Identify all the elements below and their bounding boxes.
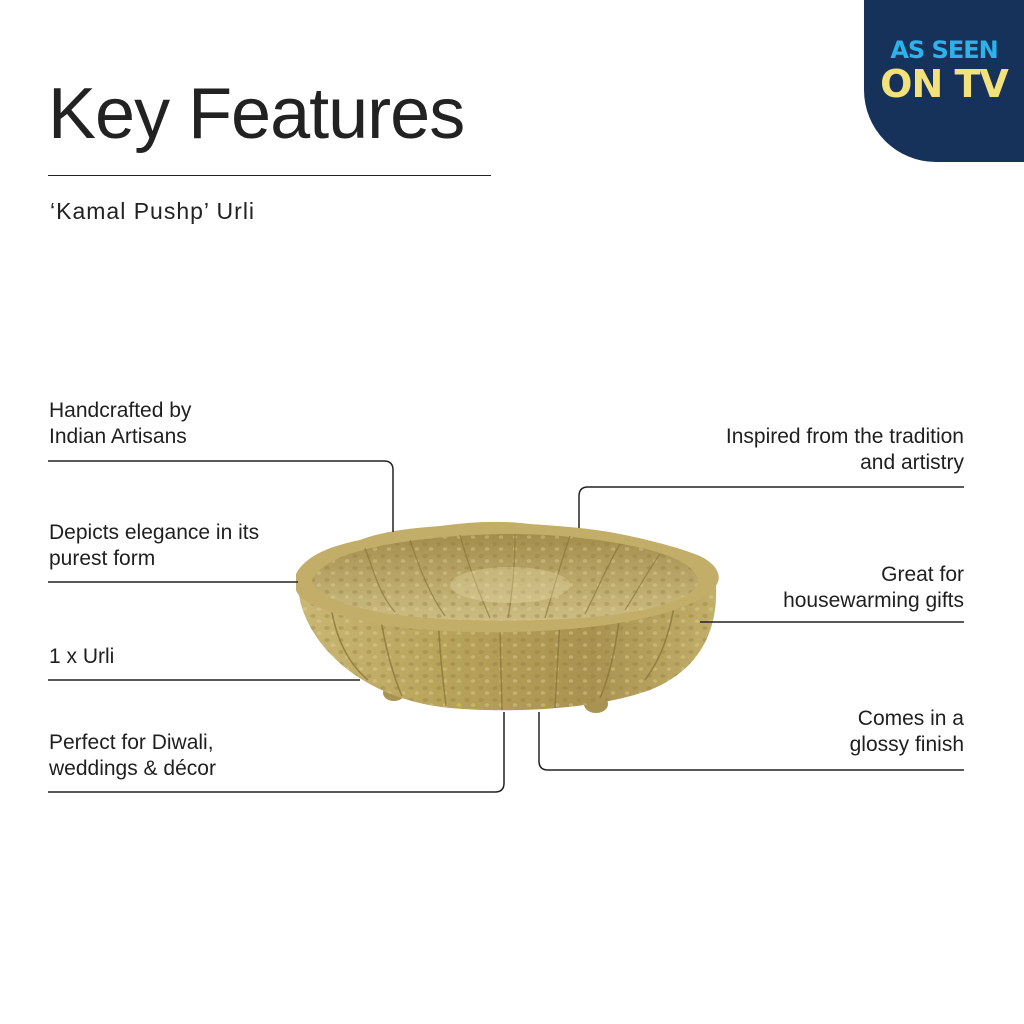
feature-elegance: Depicts elegance in its purest form (49, 521, 260, 570)
page-title: Key Features (48, 74, 465, 154)
badge-line-1: AS SEEN (890, 36, 998, 64)
feature-finish: Comes in a glossy finish (849, 707, 964, 756)
feature-occasions: Perfect for Diwali, weddings & décor (49, 731, 216, 780)
badge-line-2: ON TV (880, 62, 1008, 106)
feature-gifts: Great for housewarming gifts (783, 563, 964, 612)
feature-inspired: Inspired from the tradition and artistry (725, 425, 964, 474)
product-subtitle: ‘Kamal Pushp’ Urli (50, 198, 256, 224)
feature-contents: 1 x Urli (49, 645, 115, 668)
feature-handcrafted: Handcrafted by Indian Artisans (49, 399, 192, 448)
leader-line (579, 487, 964, 528)
